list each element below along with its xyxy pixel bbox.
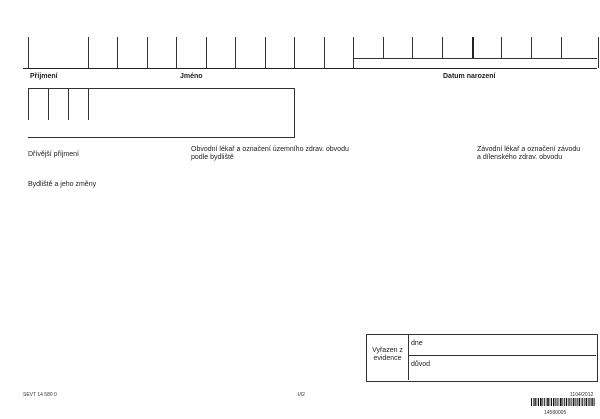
barcode-number: 14580005 (544, 410, 567, 416)
name-cell-divider (176, 37, 177, 68)
surname-label: Příjmení (30, 73, 58, 80)
page-mark: I/I2 (298, 392, 305, 398)
previous-surname-cell-divider (88, 88, 89, 120)
name-cell-divider (294, 37, 295, 68)
name-cell-divider (206, 37, 207, 68)
surname-cell-divider (88, 37, 89, 68)
previous-surname-box-left-edge (28, 88, 29, 120)
birth-date-digit-divider (561, 37, 562, 58)
evidence-box-row-divider (408, 355, 596, 356)
surname-cell-divider (28, 37, 29, 68)
surname-cell-divider (117, 37, 118, 68)
name-cell-divider (324, 37, 325, 68)
removal-date-label: dne (411, 340, 423, 347)
removal-date-field[interactable] (430, 336, 594, 353)
birth-date-digit-divider (412, 37, 413, 58)
birth-date-split-line (353, 58, 597, 59)
removal-reason-label: důvod (411, 361, 431, 368)
form-code: SEVT 14 580 0 (23, 392, 57, 398)
previous-surname-cell-divider (48, 88, 49, 120)
residence-label: Bydliště a jeho změny (28, 181, 97, 188)
edition-code: 1104/2012 (570, 392, 594, 398)
birth-date-digit-divider (442, 37, 443, 58)
first-name-label: Jméno (180, 73, 203, 80)
name-cell-divider (235, 37, 236, 68)
birth-date-digit-divider (501, 37, 502, 58)
birth-date-label: Datum narození (443, 73, 496, 80)
birth-date-box[interactable] (353, 37, 599, 68)
header-baseline (23, 68, 597, 69)
previous-surname-cell-divider (68, 88, 69, 120)
previous-surname-label: Dřívější příjmení (28, 151, 79, 158)
birth-date-digit-divider (531, 37, 532, 58)
company-doctor-label: Závodní lékař a označení závodu a dílenského zdrav. obvodu (477, 146, 581, 161)
birth-date-digit-divider (383, 37, 384, 58)
removed-from-evidence-label: Vyřazen z evidence (372, 347, 403, 362)
district-doctor-label: Obvodní lékař a označení územního zdrav. obvodu podle bydliště (191, 146, 349, 161)
name-cell-divider (265, 37, 266, 68)
evidence-box-divider (408, 334, 409, 380)
birth-date-separator (472, 37, 474, 58)
removal-reason-field[interactable] (430, 357, 594, 378)
surname-cell-divider (147, 37, 148, 68)
barcode-icon (531, 398, 595, 410)
